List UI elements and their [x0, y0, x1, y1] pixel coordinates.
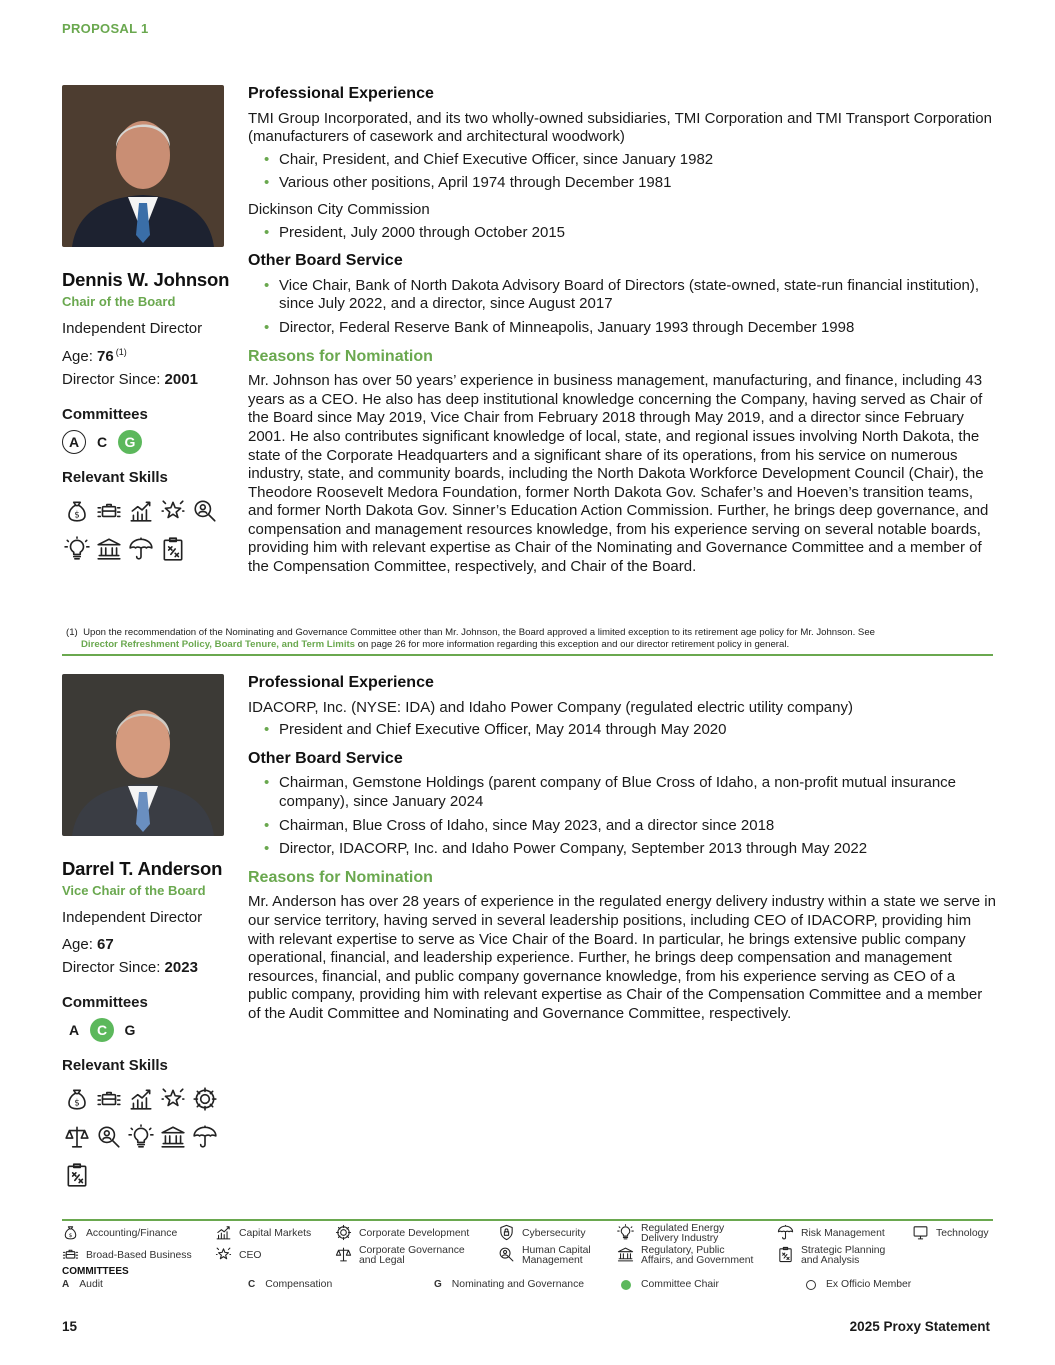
age-footnote-marker: (1)	[115, 347, 127, 357]
chair-dot-icon	[621, 1280, 631, 1290]
other-board-heading: Other Board Service	[248, 749, 403, 767]
corporate-development-icon	[335, 1224, 352, 1244]
strategic-planning-icon	[158, 534, 188, 564]
section-header: PROPOSAL 1	[62, 21, 149, 36]
experience-role: • President, July 2000 through October 2015	[248, 224, 998, 243]
legend-committee-chair: Committee Chair	[621, 1279, 719, 1290]
strategic-planning-icon	[62, 1160, 92, 1190]
experience-org: IDACORP, Inc. (NYSE: IDA) and Idaho Power Company (regulated electric utility company)	[248, 698, 853, 716]
capital-markets-icon	[215, 1224, 232, 1244]
legend-risk-management: Risk Management	[777, 1224, 885, 1244]
director-summary	[62, 674, 238, 1190]
experience-org: Dickinson City Commission	[248, 200, 430, 218]
ex-officio-circle-icon	[806, 1280, 816, 1290]
human-capital-icon	[94, 1122, 124, 1152]
committee-badge-g: G	[118, 430, 142, 454]
regulated-energy-icon	[62, 534, 92, 564]
director-role: Chair of the Board	[62, 294, 176, 309]
svg-text:$: $	[74, 1098, 80, 1109]
human-capital-icon	[498, 1246, 515, 1266]
director-details	[248, 674, 998, 1028]
legend-ex-officio: Ex Officio Member	[806, 1279, 911, 1290]
board-service-item: • Director, IDACORP, Inc. and Idaho Power Company, September 2013 through May 2022	[248, 840, 998, 859]
accounting-finance-icon	[62, 496, 92, 526]
other-board-heading: Other Board Service	[248, 252, 403, 270]
document-title: 2025 Proxy Statement	[849, 1319, 990, 1334]
legend-ceo: CEO	[215, 1246, 262, 1266]
director-details	[248, 85, 998, 581]
director-photo	[62, 674, 224, 836]
legend-committee-a: A Audit	[62, 1279, 103, 1290]
technology-icon	[912, 1224, 929, 1244]
broad-based-business-icon	[94, 496, 124, 526]
legend-committee-g: G Nominating and Governance	[434, 1279, 585, 1290]
director-summary	[62, 85, 238, 564]
board-service-item: • Director, Federal Reserve Bank of Minneapolis, January 1993 through December 1998	[248, 319, 998, 338]
regulated-energy-icon	[126, 1122, 156, 1152]
accounting-finance-icon	[62, 1084, 92, 1114]
reasons-heading: Reasons for Nomination	[248, 868, 433, 886]
legend-regulated-energy: Regulated Energy Delivery Industry	[617, 1224, 724, 1244]
board-service-item: • Chairman, Gemstone Holdings (parent company of Blue Cross of Idaho, a non-profit mutual insurance company), since January 2024	[248, 774, 998, 811]
experience-role: • President and Chief Executive Officer, May 2014 through May 2020	[248, 721, 998, 740]
legend-regulatory-public-affairs: Regulatory, Public Affairs, and Government	[617, 1246, 753, 1266]
board-service-item: • Vice Chair, Bank of North Dakota Advisory Board of Directors (state-owned, state-run financial institution), since July 2022, and a director, since August 2017	[248, 277, 998, 314]
broad-based-business-icon	[94, 1084, 124, 1114]
committee-badge-a: A	[68, 1022, 80, 1038]
svg-text:$: $	[74, 510, 80, 521]
director-age: Age: 76 $^{(1)}$	[62, 347, 127, 365]
committee-badges	[62, 1017, 238, 1043]
director-since: Director Since: 2001	[62, 371, 198, 388]
corporate-governance-icon	[335, 1246, 352, 1266]
legend-cybersecurity: Cybersecurity	[498, 1224, 586, 1244]
committee-badge-c: C	[90, 1018, 114, 1042]
professional-experience-heading: Professional Experience	[248, 674, 434, 691]
legend-capital-markets: Capital Markets	[215, 1224, 311, 1244]
corporate-governance-icon	[62, 1122, 92, 1152]
footnote-link[interactable]: Director Refreshment Policy, Board Tenure, and Term Limits	[81, 639, 356, 650]
footnote: (1) Upon the recommendation of the Nominating and Governance Committee other than Mr. Johnson, the Board approved a limited exception to its retirement age policy for Mr. Johnson. See Director Refreshment Policy, Board Tenure, and Term Limits on page 26 for more information regarding this exception and our director retirement policy in general.	[66, 627, 875, 650]
regulatory-public-affairs-icon	[617, 1246, 634, 1266]
experience-org: TMI Group Incorporated, and its two wholly-owned subsidiaries, TMI Corporation and TMI Transport Corporation (manufacturers of casework and architectural woodwork)	[248, 109, 992, 146]
director-name: Dennis W. Johnson	[62, 269, 230, 290]
strategic-planning-icon	[777, 1246, 794, 1266]
legend-strategic-planning: Strategic Planning and Analysis	[777, 1246, 885, 1266]
ceo-icon	[215, 1246, 232, 1266]
risk-management-icon	[190, 1122, 220, 1152]
director-name: Darrel T. Anderson	[62, 858, 223, 879]
risk-management-icon	[777, 1224, 794, 1244]
reasons-heading: Reasons for Nomination	[248, 347, 433, 365]
committees-heading: Committees	[62, 406, 148, 423]
broad-based-business-icon	[62, 1246, 79, 1266]
corporate-development-icon	[190, 1084, 220, 1114]
cybersecurity-icon	[498, 1224, 515, 1244]
reasons-text: Mr. Johnson has over 50 years’ experience in business management, manufacturing, and finance, including 43 years as a CEO. He also has deep institutional knowledge concerning the Company, having served as Chair of the Board since May 2019, Vice Chair from February 2018 through May 2019, and a director since February 2001. He also contributes significant knowledge of local, state, and regional issues involving North Dakota, the state of the Corporate Headquarters and a significant share of its operations, from his service on numerous industry, state, and community boards, including the North Dakota Workforce Development Council (Chair), the Theodore Roosevelt Medora Foundation, former North Dakota Gov. Schafer’s and Hoeven’s transition teams, and former North Dakota Gov. Sinner’s Education Action Commission. Further, he brings deep governance, and compensation and management resources knowledge, from his experience serving on several notable boards, providing him with relevant expertise as Chair of the Nominating and Governance Committee and a member of the Compensation Committee, respectively, and Chair of the Board.	[248, 372, 989, 576]
director-age: Age: 67	[62, 936, 114, 953]
regulatory-public-affairs-icon	[94, 534, 124, 564]
committee-badge-a: A	[62, 430, 86, 454]
experience-role: • Various other positions, April 1974 through December 1981	[248, 174, 998, 193]
director-role: Vice Chair of the Board	[62, 883, 206, 898]
professional-experience-heading: Professional Experience	[248, 85, 434, 102]
skills-heading: Relevant Skills	[62, 1057, 168, 1074]
committee-badges	[62, 429, 238, 455]
legend-corporate-governance: Corporate Governance and Legal	[335, 1246, 465, 1266]
legend-broad-based-business: Broad-Based Business	[62, 1246, 192, 1266]
director-since: Director Since: 2023	[62, 959, 198, 976]
skills-icons	[62, 1084, 232, 1190]
board-service-item: • Chairman, Blue Cross of Idaho, since May 2023, and a director since 2018	[248, 817, 998, 836]
legend-committees-title: COMMITTEES	[62, 1266, 129, 1277]
legend-technology: Technology	[912, 1224, 989, 1244]
legend-human-capital: Human Capital Management	[498, 1246, 591, 1266]
director-type: Independent Director	[62, 320, 203, 337]
skills-heading: Relevant Skills	[62, 469, 168, 486]
legend-corporate-development: Corporate Development	[335, 1224, 469, 1244]
committee-badge-g: G	[124, 1022, 136, 1038]
ceo-icon	[158, 1084, 188, 1114]
capital-markets-icon	[126, 496, 156, 526]
divider	[62, 654, 993, 656]
director-type: Independent Director	[62, 909, 203, 926]
regulated-energy-icon	[617, 1224, 634, 1244]
experience-role: • Chair, President, and Chief Executive Officer, since January 1982	[248, 151, 998, 170]
regulatory-public-affairs-icon	[158, 1122, 188, 1152]
accounting-finance-icon	[62, 1224, 79, 1244]
reasons-text: Mr. Anderson has over 28 years of experience in the regulated energy delivery industry within a state we serve in our service territory, having served in several leadership positions, including CEO of IDACORP, providing him with relevant expertise to serve as Vice Chair of the Board. In particular, he brings extensive public company operational, financial, and leadership experience. Further, he brings deep compensation and management resources, financial, and public company governance knowledge, from his experience serving as CEO of a public company, providing him with relevant expertise as Chair of the Compensation Committee and a member of the Audit Committee and Nominating and Governance Committee, respectively.	[248, 893, 996, 1022]
legend-accounting-finance: $ Accounting/Finance	[62, 1224, 177, 1244]
director-photo	[62, 85, 224, 247]
skills-icons	[62, 496, 232, 564]
committee-badge-c: C	[96, 434, 108, 450]
risk-management-icon	[126, 534, 156, 564]
committees-heading: Committees	[62, 994, 148, 1011]
legend-divider	[62, 1219, 993, 1221]
ceo-icon	[158, 496, 188, 526]
svg-text:$: $	[68, 1232, 73, 1239]
capital-markets-icon	[126, 1084, 156, 1114]
legend-committee-c: C Compensation	[248, 1279, 333, 1290]
page-number: 15	[62, 1319, 78, 1334]
human-capital-icon	[190, 496, 220, 526]
